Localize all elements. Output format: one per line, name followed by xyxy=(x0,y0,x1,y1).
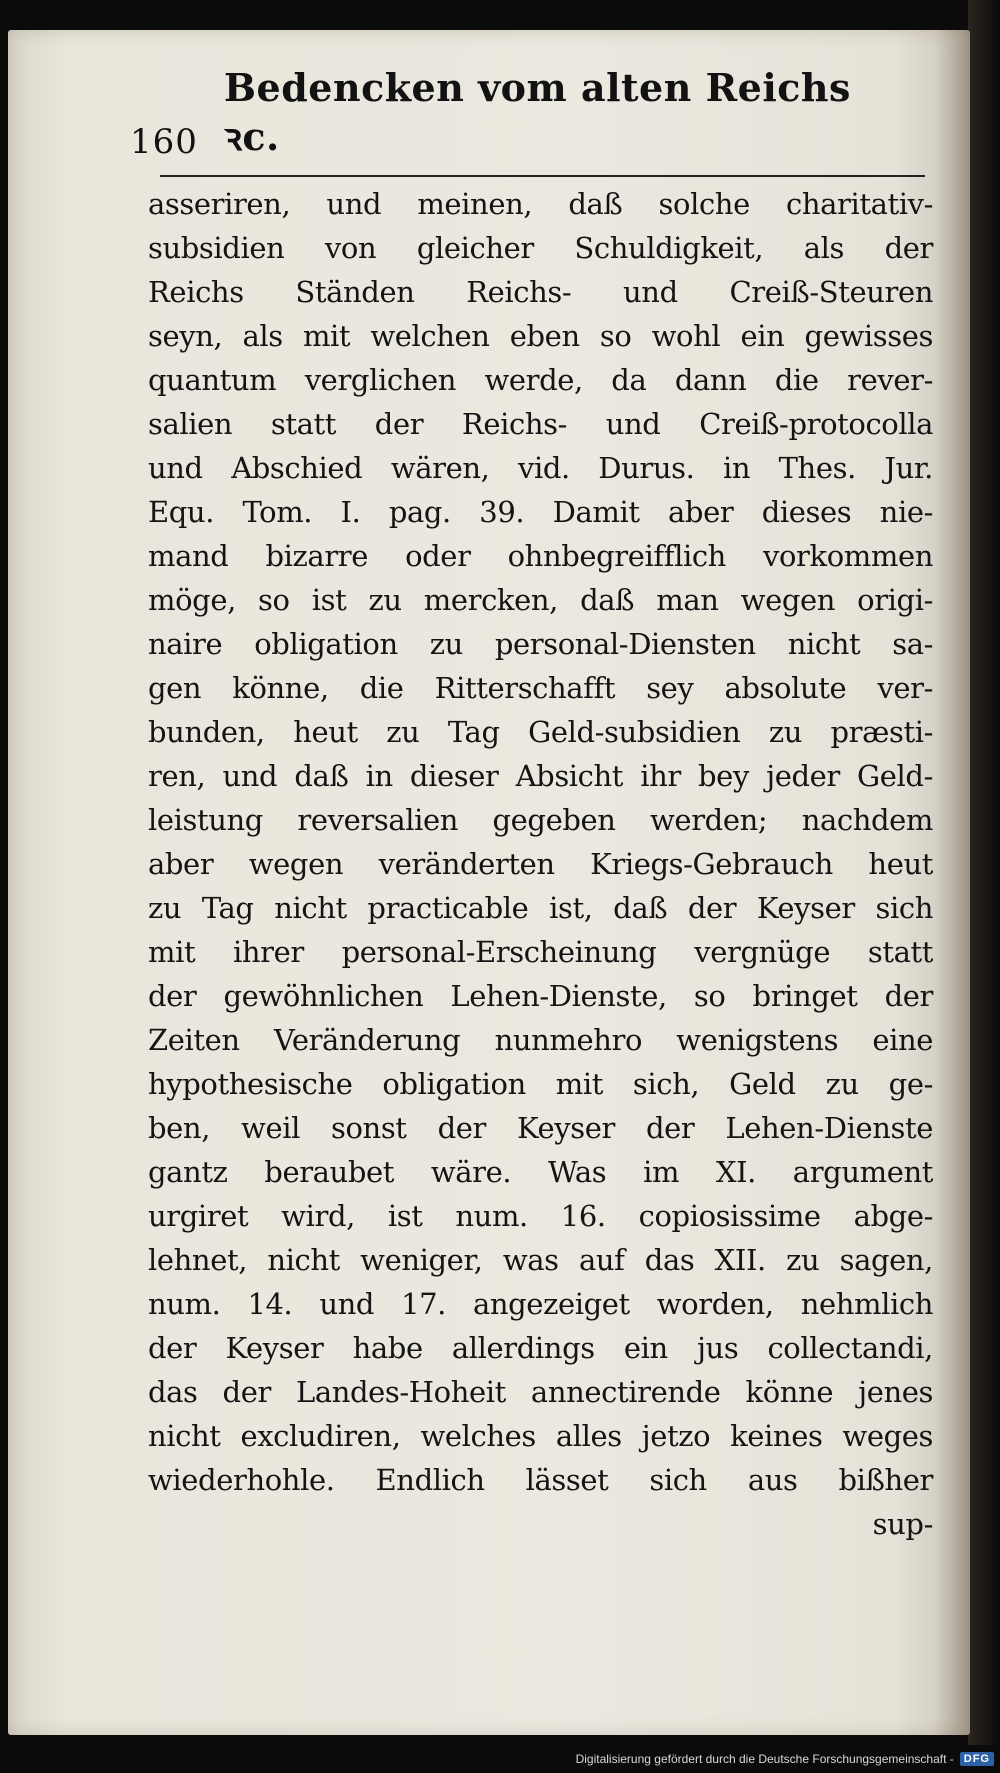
text-line: hypothesische obligation mit sich, Geld zu ge- xyxy=(148,1067,933,1101)
funding-credit: Digitalisierung gefördert durch die Deutsche Forschungsgemeinschaft - xyxy=(575,1752,954,1766)
page-edge-shadow xyxy=(934,30,970,1735)
dfg-logo: DFG xyxy=(960,1752,994,1766)
text-line: ben, weil sonst der Keyser der Lehen-Dienste xyxy=(148,1111,933,1145)
running-title: Bedencken vom alten Reichs ꝛc. xyxy=(223,65,851,159)
text-line: leistung reversalien gegeben werden; nachdem xyxy=(148,803,933,837)
text-line: urgiret wird, ist num. 16. copiosissime abge- xyxy=(148,1199,933,1233)
text-line: ren, und daß in dieser Absicht ihr bey jeder Geld- xyxy=(148,759,933,793)
text-line: seyn, als mit welchen eben so wohl ein gewisses xyxy=(148,319,933,353)
text-line: der Keyser habe allerdings ein jus collectandi, xyxy=(148,1331,933,1365)
text-line: quantum verglichen werde, da dann die rever- xyxy=(148,363,933,397)
text-line: Equ. Tom. I. pag. 39. Damit aber dieses nie- xyxy=(148,495,933,529)
text-line: wiederhohle. Endlich lässet sich aus bißher xyxy=(148,1463,933,1497)
text-line: num. 14. und 17. angezeiget worden, nehmlich xyxy=(148,1287,933,1321)
text-line: asseriren, und meinen, daß solche charitativ- xyxy=(148,187,933,221)
text-line: mand bizarre oder ohnbegreifflich vorkommen xyxy=(148,539,933,573)
text-line: nicht excludiren, welches alles jetzo keines weges xyxy=(148,1419,933,1453)
catchword: sup- xyxy=(872,1507,933,1541)
text-line: das der Landes-Hoheit annectirende könne jenes xyxy=(148,1375,933,1409)
text-line: gantz beraubet wäre. Was im XI. argument xyxy=(148,1155,933,1189)
text-line: mit ihrer personal-Erscheinung vergnüge statt xyxy=(148,935,933,969)
text-line: zu Tag nicht practicable ist, daß der Keyser sich xyxy=(148,891,933,925)
text-line: subsidien von gleicher Schuldigkeit, als der xyxy=(148,231,933,265)
text-line: lehnet, nicht weniger, was auf das XII. zu sagen, xyxy=(148,1243,933,1277)
text-line: gen könne, die Ritterschafft sey absolute ver- xyxy=(148,671,933,705)
text-line: der gewöhnlichen Lehen-Dienste, so bringet der xyxy=(148,979,933,1013)
digitization-footer xyxy=(0,1745,1000,1773)
text-line: möge, so ist zu mercken, daß man wegen origi- xyxy=(148,583,933,617)
text-line: und Abschied wären, vid. Durus. in Thes. Jur. xyxy=(148,451,933,485)
text-line: salien statt der Reichs- und Creiß-protocolla xyxy=(148,407,933,441)
text-line: naire obligation zu personal-Diensten nicht sa- xyxy=(148,627,933,661)
text-line: bunden, heut zu Tag Geld-subsidien zu præsti- xyxy=(148,715,933,749)
text-line: aber wegen veränderten Kriegs-Gebrauch heut xyxy=(148,847,933,881)
background-edge xyxy=(968,0,1000,1773)
body-text xyxy=(148,182,933,1546)
text-line: Zeiten Veränderung nunmehro wenigstens eine xyxy=(148,1023,933,1057)
page-header xyxy=(130,65,920,162)
page-number: 160 xyxy=(130,122,198,162)
text-line: Reichs Ständen Reichs- und Creiß-Steuren xyxy=(148,275,933,309)
header-rule xyxy=(160,175,925,177)
